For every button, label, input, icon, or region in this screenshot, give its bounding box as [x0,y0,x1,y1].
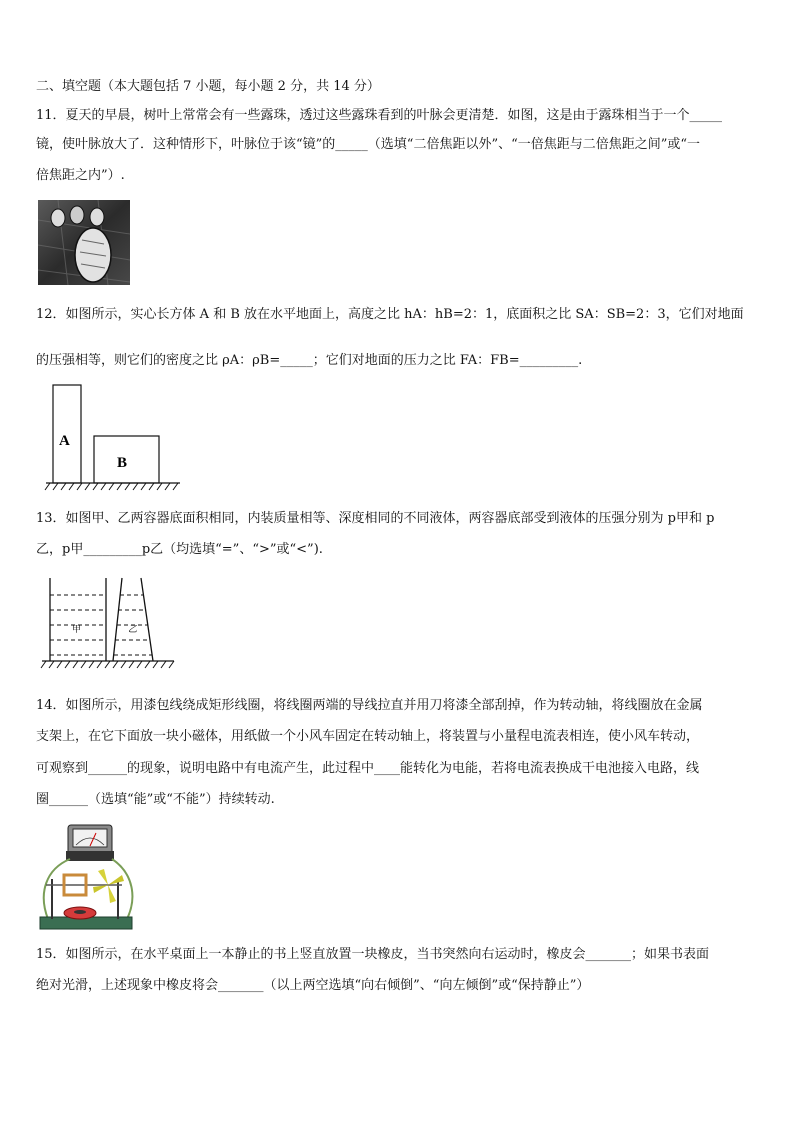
q12-line1: 12．如图所示，实心长方体 A 和 B 放在水平地面上，高度之比 hA：hB=2：1，底面积之比 SA：SB=2：3，它们对地面 [36,307,744,322]
container-jia [50,578,106,661]
q13-line1: 13．如图甲、乙两容器底面积相同，内装质量相等、深度相同的不同液体，两容器底部受到液体的压强分别为 p甲和 p [36,511,715,526]
containers-figure [40,573,180,673]
label-jia: 甲 [72,624,82,634]
q14-line4: 圈______（选填“能”或“不能”）持续转动. [36,792,275,807]
q11-line3: 倍焦距之内”）. [36,168,125,183]
q14-line3: 可观察到______的现象，说明电路中有电流产生，此过程中____能转化为电能，若将电流表换成干电池接入电路，线 [36,761,700,776]
q12-line2: 的压强相等，则它们的密度之比 ρA：ρB=_____；它们对地面的压力之比 FA：FB=_________. [36,353,583,368]
q15-line1: 15．如图所示，在水平桌面上一本静止的书上竖直放置一块橡皮，当书突然向右运动时，橡皮会_______；如果书表面 [36,947,710,962]
section-header: 二、填空题（本大题包括 7 小题，每小题 2 分，共 14 分） [36,79,380,94]
container-yi [113,578,153,661]
q15-line2: 绝对光滑，上述现象中橡皮将会_______（以上两空选填“向右倾倒”、“向左倾倒”或“保持静止”） [36,978,590,993]
label-a: A [59,433,70,449]
blocks-figure [44,383,184,495]
q13-line2: 乙，p甲_________p乙（均选填“=”、“>”或“<”). [36,542,323,557]
label-b: B [117,455,128,471]
label-yi: 乙 [128,624,138,634]
ammeter-icon [66,825,114,861]
q14-line1: 14．如图所示，用漆包线绕成矩形线圈，将线圈两端的导线拉直并用刀将漆全部刮掉，作为转动轴，将线圈放在金属 [36,698,703,713]
q11-line2: 镜，使叶脉放大了．这种情形下，叶脉位于该“镜”的_____（选填“二倍焦距以外”、“一倍焦距与二倍焦距之间”或“一 [36,137,701,152]
windmill-icon [93,869,124,903]
generator-apparatus-figure [38,823,138,935]
q11-line1: 11．夏天的早晨，树叶上常常会有一些露珠，透过这些露珠看到的叶脉会更清楚．如图，这是由于露珠相当于一个_____ [36,108,723,123]
dewdrop-leaf-photo [38,200,130,285]
q14-line2: 支架上，在它下面放一块小磁体，用纸做一个小风车固定在转动轴上，将装置与小量程电流表相连，使小风车转动， [36,729,700,744]
